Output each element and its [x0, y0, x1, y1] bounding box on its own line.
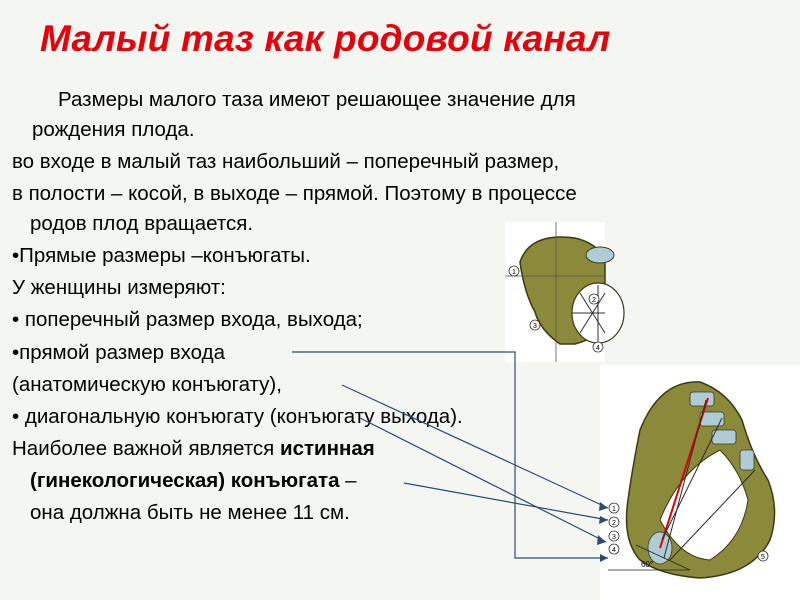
figure-side-label-3: 3: [612, 534, 616, 541]
text-line-9: •прямой размер входа: [12, 341, 225, 364]
angle-label: 60°: [641, 560, 654, 569]
figure-side-label-2: 2: [612, 520, 616, 527]
figure-top-label-2: 2: [592, 297, 596, 304]
text-line-4: в полости – косой, в выходе – прямой. Поэтому в процессе: [12, 182, 577, 205]
text-line-13-bold: (гинекологическая) конъюгата: [30, 469, 340, 492]
text-line-7: У женщины измеряют:: [12, 276, 226, 299]
text-line-13-dash: –: [339, 469, 357, 492]
text-line-3: во входе в малый таз наибольший – поперечный размер,: [12, 150, 560, 173]
figure-side-label-1: 1: [612, 506, 616, 513]
vertebra: [740, 450, 754, 470]
text-line-5: родов плод вращается.: [30, 212, 254, 235]
text-line-14: она должна быть не менее 11 см.: [30, 501, 350, 524]
text-line-11: • диагональную конъюгату (конъюгату выхода).: [12, 405, 463, 428]
connector-anatomical-conjugate: [292, 352, 608, 558]
figure-top-label-4: 4: [596, 345, 600, 352]
figure-side-label-4: 4: [612, 547, 616, 554]
slide-title: Малый таз как родовой канал: [40, 18, 611, 59]
figure-top-label-1: 1: [512, 269, 516, 276]
text-line-1: Размеры малого таза имеют решающее значение для: [58, 88, 576, 111]
text-line-8: • поперечный размер входа, выхода;: [12, 308, 363, 331]
connector-outlet-conjugate: [360, 418, 606, 542]
connector-diagonal-conjugate: [342, 385, 608, 508]
text-line-10: (анатомическую конъюгату),: [12, 373, 282, 396]
text-line-2: рождения плода.: [32, 118, 195, 141]
figure-side-label-5: 5: [761, 554, 765, 561]
connector-true-conjugate: [404, 483, 608, 520]
text-line-12-prefix: Наиболее важной является: [12, 437, 280, 460]
connector-lines: [292, 352, 608, 558]
text-line-12-bold: истинная: [279, 437, 375, 460]
text-line-6: •Прямые размеры –конъюгаты.: [12, 244, 311, 267]
sacrum-vertebra: [586, 247, 614, 263]
vertebra: [690, 392, 714, 406]
figure-top-label-3: 3: [533, 323, 537, 330]
